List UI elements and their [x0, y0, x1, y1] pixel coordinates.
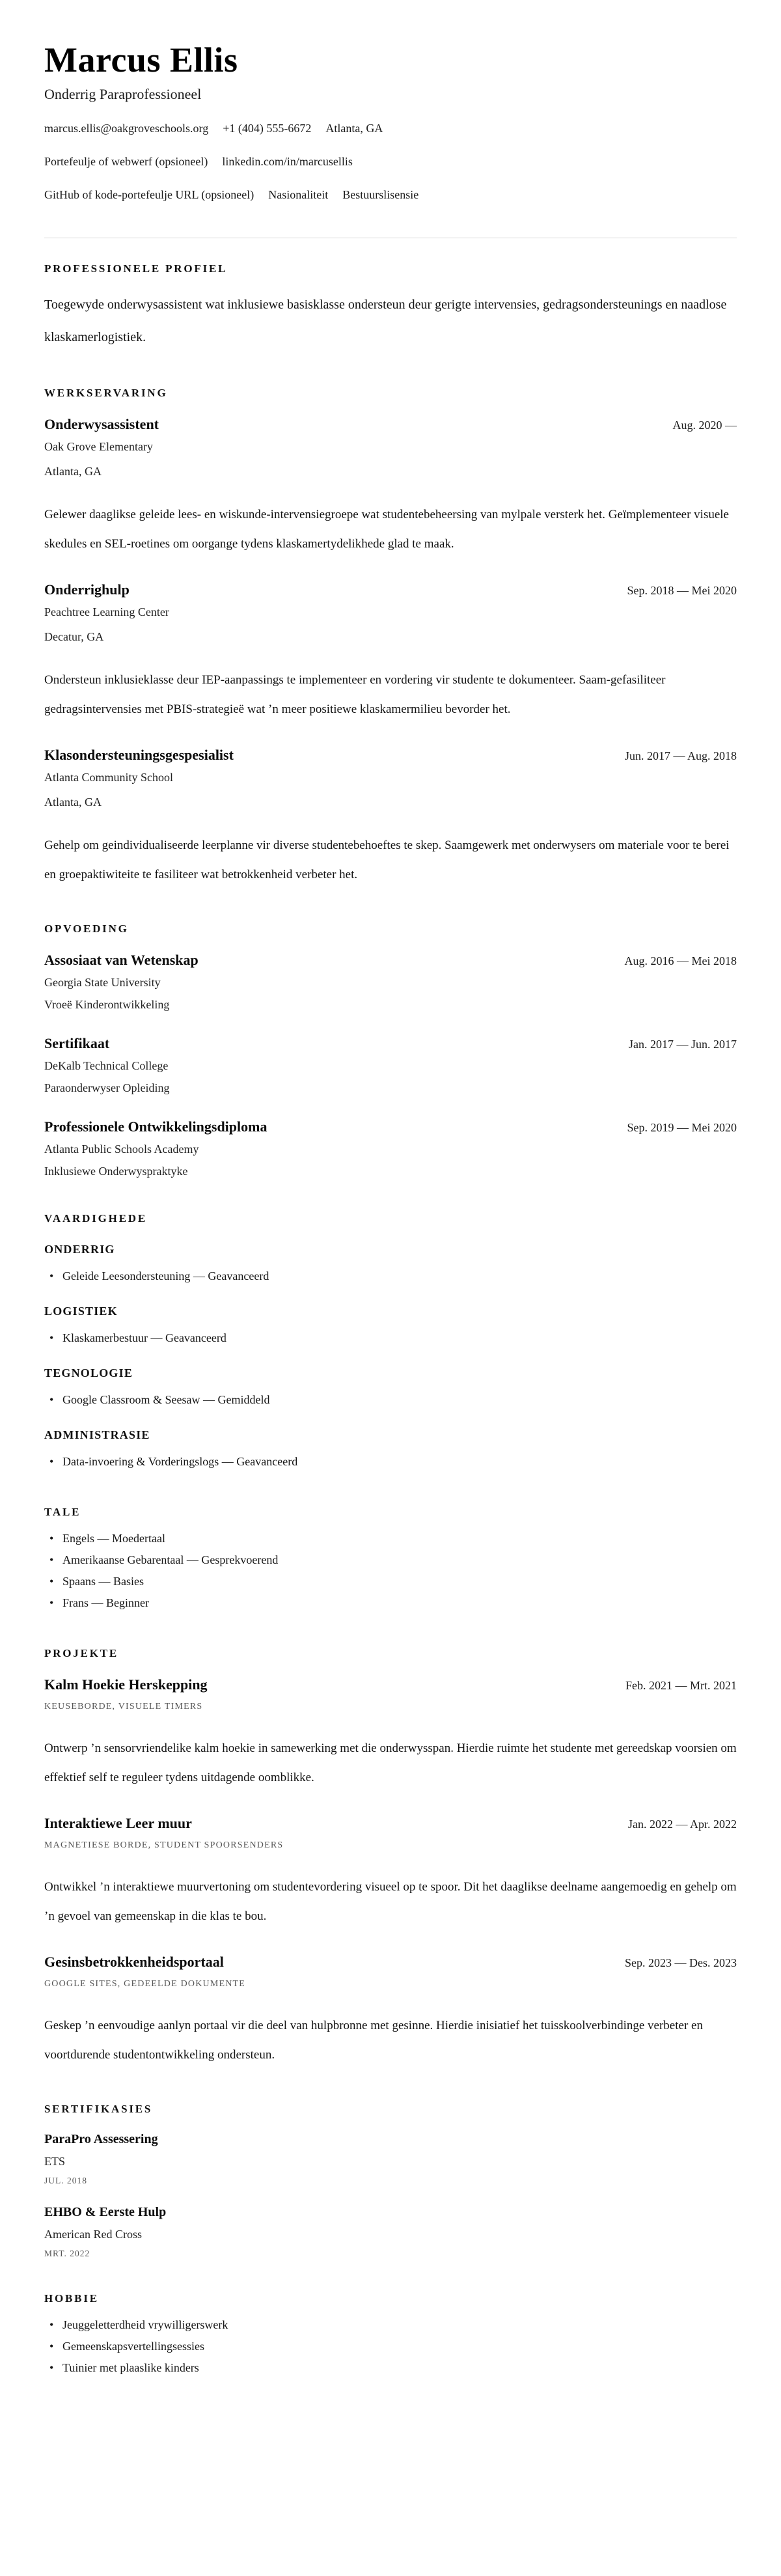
job-description: Gelewer daaglikse geleide lees- en wiskunde-intervensiegroepe wat studentebeheersing van mylpale versterk het. Geïmplementeer visuele skedules en SEL-roetines om oorgange tydens klaskamertydelikhede glad te maak.	[44, 508, 729, 551]
candidate-name: Marcus Ellis	[44, 40, 238, 79]
job-header	[44, 746, 737, 764]
project-entry	[44, 1953, 737, 2070]
skills-heading: VAARDIGHEDE	[44, 1212, 148, 1225]
job-location: Decatur, GA	[44, 630, 104, 644]
job-dates: Sep. 2018 — Mei 2020	[627, 584, 737, 598]
education-dates: Sep. 2019 — Mei 2020	[627, 1121, 737, 1135]
skill-item: • Data-invoering & Vorderingslogs — Geavanceerd	[44, 1451, 737, 1473]
contact-email: marcus.ellis@oakgroveschools.org	[44, 122, 209, 135]
job-header	[44, 415, 737, 433]
job-company: Atlanta Community School	[44, 771, 173, 784]
skill-list	[44, 1389, 737, 1411]
hobby-item: • Jeuggeletterdheid vrywilligerswerk	[44, 2314, 737, 2336]
resume-header	[44, 40, 737, 202]
skill-category: ADMINISTRASIE	[44, 1428, 150, 1442]
certification-entry	[44, 2131, 737, 2186]
field-of-study: Vroeë Kinderontwikkeling	[44, 998, 170, 1012]
section-profile	[44, 262, 737, 353]
skill-group	[44, 1366, 737, 1411]
job-company: Oak Grove Elementary	[44, 440, 153, 454]
education-dates: Jan. 2017 — Jun. 2017	[629, 1038, 737, 1051]
contact-row-1	[44, 120, 737, 136]
contact-license: Bestuurslisensie	[342, 188, 419, 202]
experience-heading: WERKSERVARING	[44, 387, 168, 400]
certification-name: EHBO & Eerste Hulp	[44, 2205, 167, 2220]
hobby-item: • Gemeenskapsvertellingsessies	[44, 2336, 737, 2357]
project-tools: KEUSEBORDE, VISUELE TIMERS	[44, 1702, 203, 1712]
skill-list	[44, 1266, 737, 1287]
contact-location: Atlanta, GA	[325, 122, 383, 135]
certification-issuer: American Red Cross	[44, 2228, 142, 2241]
project-entry	[44, 1814, 737, 1931]
project-dates: Jan. 2022 — Apr. 2022	[627, 1818, 737, 1831]
project-dates: Sep. 2023 — Des. 2023	[625, 1956, 737, 1970]
contact-phone: +1 (404) 555-6672	[223, 122, 312, 135]
section-experience	[44, 386, 737, 889]
degree-title: Assosiaat van Wetenskap	[44, 952, 199, 969]
project-entry	[44, 1676, 737, 1792]
profile-text: Toegewyde onderwysassistent wat inklusiewe basisklasse ondersteun deur gerigte intervensies, gedragsondersteunings en naadlose klaskamerlogistiek.	[44, 298, 727, 345]
section-languages	[44, 1505, 737, 1614]
job-header	[44, 581, 737, 598]
education-entry	[44, 1034, 737, 1096]
language-item: • Frans — Beginner	[44, 1592, 737, 1614]
skill-list	[44, 1451, 737, 1473]
language-item: • Amerikaanse Gebarentaal — Gesprekvoerend	[44, 1549, 737, 1571]
contact-portfolio: Portefeulje of webwerf (opsioneel)	[44, 155, 208, 169]
contact-linkedin: linkedin.com/in/marcusellis	[222, 155, 353, 169]
section-projects	[44, 1646, 737, 2070]
certification-entry	[44, 2204, 737, 2259]
section-education	[44, 922, 737, 1179]
contact-nationality: Nasionaliteit	[268, 188, 329, 202]
skill-category: LOGISTIEK	[44, 1305, 118, 1318]
education-dates: Aug. 2016 — Mei 2018	[624, 954, 737, 968]
field-of-study: Paraonderwyser Opleiding	[44, 1081, 170, 1095]
project-description: Ontwikkel ’n interaktiewe muurvertoning om studentevordering visueel op te spoor. Dit het daaglikse deelname aangemoedig en gehelp om ’n gevoel van gemeenskap in die klas te bou.	[44, 1880, 737, 1924]
hobbies-heading: HOBBIE	[44, 2292, 99, 2305]
skill-category: TEGNOLOGIE	[44, 1366, 133, 1380]
job-company: Peachtree Learning Center	[44, 605, 169, 619]
skill-category: ONDERRIG	[44, 1243, 115, 1256]
job-location: Atlanta, GA	[44, 796, 102, 809]
language-list	[44, 1528, 737, 1614]
section-hobbies	[44, 2292, 737, 2379]
contact-github: GitHub of kode-portefeulje URL (opsioneel)	[44, 188, 254, 202]
hobby-list	[44, 2314, 737, 2379]
job-title: Onderrighulp	[44, 581, 130, 598]
degree-title: Professionele Ontwikkelingsdiploma	[44, 1118, 267, 1135]
job-title: Klasondersteuningsgespesialist	[44, 747, 234, 764]
section-skills	[44, 1212, 737, 1473]
project-tools: MAGNETIESE BORDE, STUDENT SPOORSENDERS	[44, 1840, 284, 1851]
section-certifications	[44, 2102, 737, 2259]
education-header	[44, 1034, 737, 1052]
certification-name: ParaPro Assessering	[44, 2132, 158, 2147]
experience-entry	[44, 581, 737, 724]
skill-item: • Google Classroom & Seesaw — Gemiddeld	[44, 1389, 737, 1411]
project-title: Interaktiewe Leer muur	[44, 1815, 192, 1832]
project-description: Geskep ’n eenvoudige aanlyn portaal vir die deel van hulpbronne met gesinne. Hierdie inisiatief het tuisskoolverbindinge verbeter en voortdurende studentontwikkeling ondersteun.	[44, 2019, 703, 2062]
school-name: Georgia State University	[44, 976, 161, 990]
project-tools: GOOGLE SITES, GEDEELDE DOKUMENTE	[44, 1979, 246, 1989]
candidate-title: Onderrig Paraprofessioneel	[44, 86, 202, 103]
project-title: Gesinsbetrokkenheidsportaal	[44, 1954, 224, 1971]
projects-heading: PROJEKTE	[44, 1647, 119, 1660]
project-description: Ontwerp ’n sensorvriendelike kalm hoekie in samewerking met die onderwysspan. Hierdie ruimte het studente met gereedskap voorsien om effektief self te reguleer tydens uitdagende oomblikke.	[44, 1741, 737, 1785]
experience-entry	[44, 746, 737, 889]
job-dates: Jun. 2017 — Aug. 2018	[624, 749, 737, 763]
project-title: Kalm Hoekie Herskepping	[44, 1676, 208, 1693]
language-item: • Spaans — Basies	[44, 1571, 737, 1592]
education-entry	[44, 1118, 737, 1179]
skill-group	[44, 1428, 737, 1473]
contact-row-3	[44, 187, 737, 202]
skill-item: • Geleide Leesondersteuning — Geavanceerd	[44, 1266, 737, 1287]
certification-date: JUL. 2018	[44, 2176, 87, 2186]
school-name: Atlanta Public Schools Academy	[44, 1143, 199, 1156]
project-dates: Feb. 2021 — Mrt. 2021	[625, 1679, 737, 1693]
job-title: Onderwysassistent	[44, 416, 159, 433]
certification-date: MRT. 2022	[44, 2249, 90, 2259]
education-header	[44, 951, 737, 969]
degree-title: Sertifikaat	[44, 1035, 110, 1052]
job-dates: Aug. 2020 —	[672, 419, 737, 432]
hobby-item: • Tuinier met plaaslike kinders	[44, 2357, 737, 2379]
language-item: • Engels — Moedertaal	[44, 1528, 737, 1549]
experience-entry	[44, 415, 737, 559]
certification-issuer: ETS	[44, 2155, 66, 2168]
profile-heading: PROFESSIONELE PROFIEL	[44, 262, 228, 275]
education-heading: OPVOEDING	[44, 922, 129, 935]
skill-item: • Klaskamerbestuur — Geavanceerd	[44, 1327, 737, 1349]
job-description: Gehelp om geindividualiseerde leerplanne vir diverse studentebehoeftes te skep. Saamgewerk met onderwysers om materiale voor te berei en groepaktiwiteite te fasiliteer wat betrokkenheid verbeter het.	[44, 838, 730, 882]
certifications-heading: SERTIFIKASIES	[44, 2103, 153, 2116]
school-name: DeKalb Technical College	[44, 1059, 169, 1073]
skill-group	[44, 1304, 737, 1349]
field-of-study: Inklusiewe Onderwyspraktyke	[44, 1165, 188, 1178]
project-header	[44, 1676, 737, 1693]
project-header	[44, 1953, 737, 1971]
project-header	[44, 1814, 737, 1832]
skill-group	[44, 1242, 737, 1287]
job-description: Ondersteun inklusieklasse deur IEP-aanpassings te implementeer en vordering vir studente te dokumenteer. Saam-gefasiliteer gedragsintervensies met PBIS-strategieë wat ’n meer positiewe klaskamermilieu bevorder het.	[44, 673, 666, 717]
education-entry	[44, 951, 737, 1012]
education-header	[44, 1118, 737, 1135]
languages-heading: TALE	[44, 1506, 81, 1519]
job-location: Atlanta, GA	[44, 465, 102, 478]
skill-list	[44, 1327, 737, 1349]
contact-row-2	[44, 154, 737, 169]
